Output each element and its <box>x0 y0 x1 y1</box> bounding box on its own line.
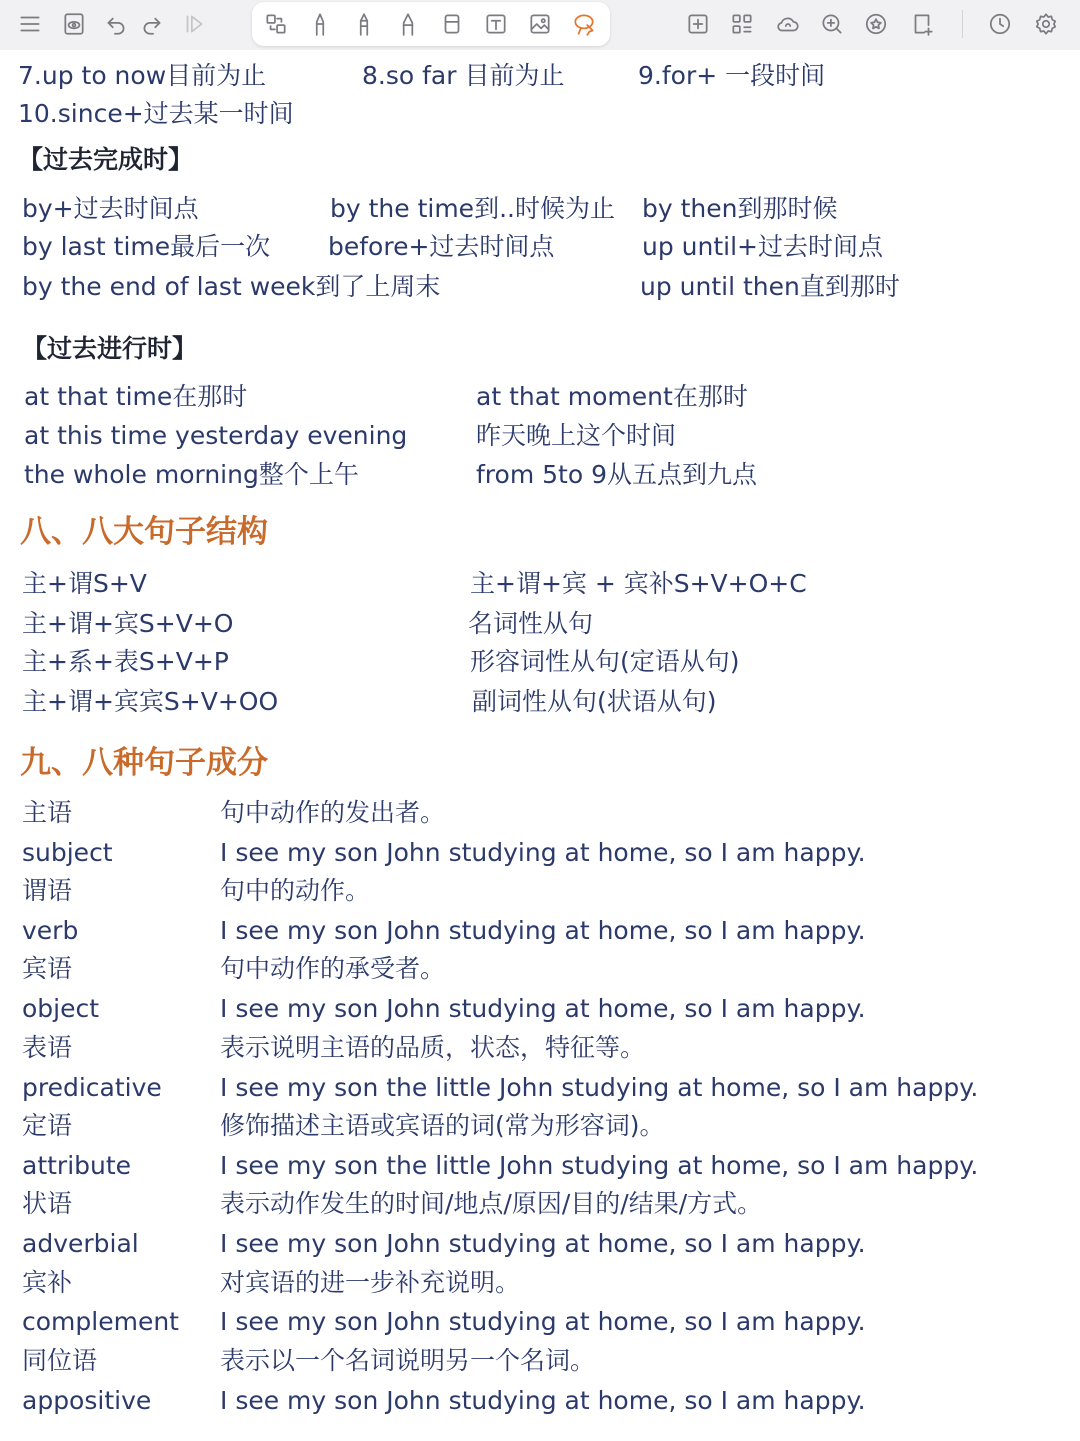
term-en: complement <box>22 1307 179 1336</box>
list-item: up until then直到那时 <box>640 272 900 301</box>
term-cn: 宾补 <box>22 1268 73 1297</box>
term-desc: 表示动作发生的时间/地点/原因/目的/结果/方式。 <box>220 1189 763 1218</box>
term-example: I see my son John studying at home, so I am happy. <box>220 916 866 945</box>
term-en: adverbial <box>22 1229 139 1258</box>
term-desc: 表示以一个名词说明另一个名词。 <box>220 1346 596 1375</box>
list-item: 10.since+过去某一时间 <box>18 99 294 128</box>
list-item: by last time最后一次 <box>22 232 271 261</box>
term-cn: 主语 <box>22 798 73 827</box>
grid-layout-icon[interactable] <box>726 8 758 40</box>
list-item: before+过去时间点 <box>328 232 555 261</box>
term-example: I see my son John studying at home, so I am happy. <box>220 838 866 867</box>
section-heading: 九、八种句子成分 <box>20 745 268 781</box>
list-item: 副词性从句(状语从句) <box>472 687 717 716</box>
list-item: 7.up to now目前为止 <box>18 61 267 90</box>
section-heading: 【过去完成时】 <box>18 145 194 174</box>
list-item: 主+谓+宾 + 宾补S+V+O+C <box>470 569 807 598</box>
term-example: I see my son the little John studying at home, so I am happy. <box>220 1073 979 1102</box>
term-example: I see my son John studying at home, so I am happy. <box>220 1307 866 1336</box>
favorite-icon[interactable] <box>860 8 892 40</box>
term-en: attribute <box>22 1151 132 1180</box>
list-item: 名词性从句 <box>468 609 594 638</box>
list-item: by then到那时候 <box>642 194 838 223</box>
eye-page-icon[interactable] <box>58 8 90 40</box>
cloud-sync-icon[interactable] <box>772 8 804 40</box>
list-item: by+过去时间点 <box>22 194 199 223</box>
image-tool-icon[interactable] <box>524 8 556 40</box>
term-desc: 句中动作的承受者。 <box>220 954 446 983</box>
list-item: at this time yesterday evening <box>24 421 408 450</box>
term-desc: 表示说明主语的品质，状态，特征等。 <box>220 1033 646 1062</box>
highlighter-icon[interactable] <box>392 8 424 40</box>
pen-icon[interactable] <box>304 8 336 40</box>
list-item: 9.for+ 一段时间 <box>638 61 826 90</box>
zoom-in-icon[interactable] <box>816 8 848 40</box>
list-item: by the end of last week到了上周末 <box>22 272 441 301</box>
list-item: 主+系+表S+V+P <box>22 647 229 676</box>
list-item: by the time到..时候为止 <box>330 194 615 223</box>
term-en: appositive <box>22 1386 152 1415</box>
bookmark-add-icon[interactable] <box>906 8 938 40</box>
list-item: up until+过去时间点 <box>642 232 883 261</box>
pencil-icon[interactable] <box>348 8 380 40</box>
menu-icon[interactable] <box>14 8 46 40</box>
term-cn: 表语 <box>22 1033 73 1062</box>
app-toolbar <box>0 0 1080 50</box>
undo-icon[interactable] <box>100 8 132 40</box>
term-en: object <box>22 994 100 1023</box>
add-page-icon[interactable] <box>682 8 714 40</box>
list-item: 形容词性从句(定语从句) <box>470 647 740 676</box>
text-box-icon[interactable] <box>260 8 292 40</box>
list-item: from 5to 9从五点到九点 <box>476 460 757 489</box>
list-item: 主+谓+宾S+V+O <box>22 609 234 638</box>
list-item: 主+谓+宾宾S+V+OO <box>22 687 279 716</box>
redo-icon[interactable] <box>136 8 168 40</box>
list-item: at that time在那时 <box>24 382 248 411</box>
list-item: 主+谓S+V <box>22 569 147 598</box>
term-desc: 对宾语的进一步补充说明。 <box>220 1268 521 1297</box>
list-item: at that moment在那时 <box>476 382 748 411</box>
term-en: predicative <box>22 1073 162 1102</box>
term-cn: 定语 <box>22 1111 73 1140</box>
clock-icon[interactable] <box>984 8 1016 40</box>
term-cn: 状语 <box>22 1189 73 1218</box>
term-en: subject <box>22 838 113 867</box>
list-item: 8.so far 目前为止 <box>362 61 565 90</box>
eraser-icon[interactable] <box>436 8 468 40</box>
text-tool-icon[interactable] <box>480 8 512 40</box>
term-cn: 谓语 <box>22 876 73 905</box>
term-desc: 句中的动作。 <box>220 876 371 905</box>
term-example: I see my son John studying at home, so I am happy. <box>220 1229 866 1258</box>
section-heading: 八、八大句子结构 <box>20 514 268 550</box>
term-cn: 同位语 <box>22 1346 98 1375</box>
play-icon[interactable] <box>178 8 210 40</box>
list-item: 昨天晚上这个时间 <box>476 421 677 450</box>
term-example: I see my son John studying at home, so I am happy. <box>220 994 866 1023</box>
section-heading: 【过去进行时】 <box>22 334 198 363</box>
toolbar-divider <box>962 10 963 38</box>
lasso-icon[interactable] <box>568 8 600 40</box>
term-en: verb <box>22 916 79 945</box>
term-desc: 句中动作的发出者。 <box>220 798 446 827</box>
term-example: I see my son John studying at home, so I am happy. <box>220 1386 866 1415</box>
term-example: I see my son the little John studying at home, so I am happy. <box>220 1151 979 1180</box>
term-desc: 修饰描述主语或宾语的词(常为形容词)。 <box>220 1111 665 1140</box>
term-cn: 宾语 <box>22 954 73 983</box>
list-item: the whole morning整个上午 <box>24 460 359 489</box>
settings-icon[interactable] <box>1030 8 1062 40</box>
